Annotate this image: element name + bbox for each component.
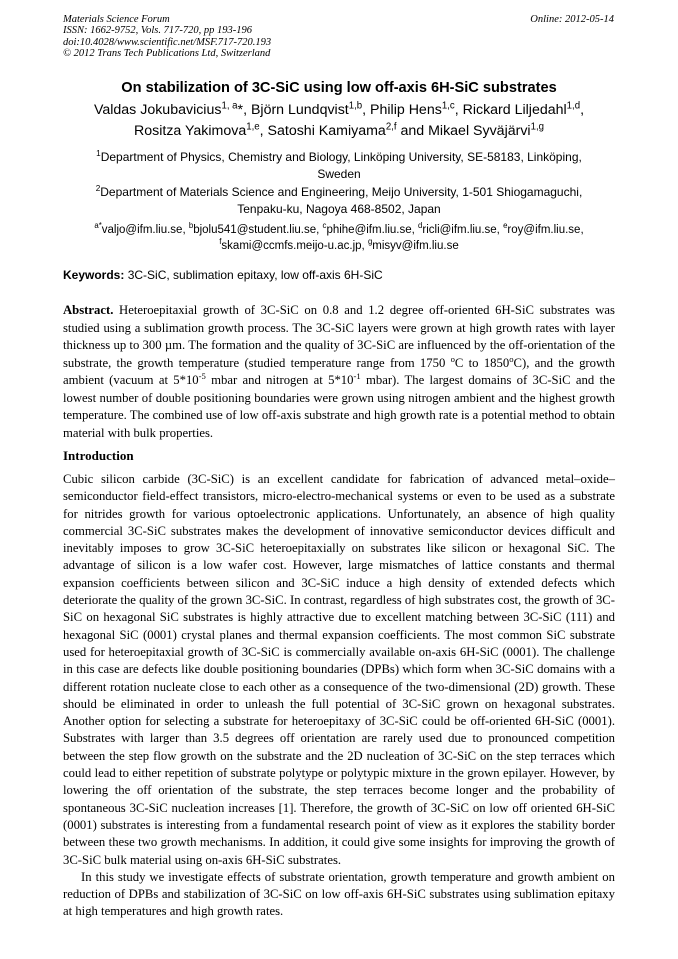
affiliation-text: Tenpaku-ku, Nagoya 468-8502, Japan bbox=[237, 202, 441, 216]
author-separator: , bbox=[259, 123, 268, 139]
author-separator: , bbox=[362, 102, 371, 118]
paragraph: In this study we investigate effects of substrate orientation, growth temperature and growth ambient on reduction of DPBs and stabilization of 3C-SiC on low off-axis 6H-SiC substrates using sublimation epitaxy at high temperatures and high growth rates. bbox=[63, 869, 615, 919]
affiliation-number: 2 bbox=[95, 184, 101, 193]
email-address: skami@ccmfs.meijo-u.ac.jp, bbox=[221, 240, 368, 252]
introduction-body bbox=[63, 471, 615, 921]
doi-line: doi:10.4028/www.scientific.net/MSF.717-720.193 bbox=[63, 36, 272, 48]
author-affiliation-mark: 1,g bbox=[530, 121, 544, 133]
author-affiliation-mark: 1,e bbox=[246, 121, 260, 133]
email-address: roy@ifm.liu.se, bbox=[507, 224, 584, 236]
author-name: Rickard Liljedahl bbox=[462, 102, 567, 118]
author-name: Satoshi Kamiyama bbox=[267, 123, 386, 139]
affiliation-text: Sweden bbox=[317, 167, 361, 181]
abstract bbox=[63, 302, 615, 442]
journal-name: Materials Science Forum bbox=[63, 14, 170, 25]
author-affiliation-mark: 1,b bbox=[348, 100, 363, 112]
email-address: phihe@ifm.liu.se, bbox=[326, 224, 419, 236]
online-date: Online: 2012-05-14 bbox=[530, 14, 614, 25]
abstract-label: Abstract. bbox=[63, 303, 114, 317]
abstract-text: mbar). The largest domains of 3C-SiC and the lowest number of double positioning boundaries were grown using nitrogen ambient and the highest growth temperature. The combined use of low off-axis substrate and high growth rate is a potential method to obtain material with bulk properties. bbox=[63, 373, 615, 440]
author-name: Valdas Jokubavicius bbox=[93, 102, 222, 118]
author-affiliation-mark: 1,c bbox=[441, 100, 455, 112]
author-affiliation-mark: 1, a bbox=[221, 100, 238, 112]
author-affiliation-mark: 2,f bbox=[385, 121, 397, 133]
author-name: Mikael Syväjärvi bbox=[428, 123, 531, 139]
email-mark: e bbox=[503, 221, 508, 231]
email-mark: a* bbox=[94, 221, 102, 231]
email-address: valjo@ifm.liu.se, bbox=[101, 224, 189, 236]
exponent: -5 bbox=[198, 370, 206, 381]
author-separator: , bbox=[580, 102, 585, 118]
abstract-text: C), and the growth ambient (vacuum at 5*10 bbox=[63, 355, 616, 387]
affiliation-text: Department of Materials Science and Engineering, Meijo University, 1-501 Shiogamaguchi, bbox=[100, 185, 583, 199]
exponent: -1 bbox=[353, 370, 361, 381]
author-name: Björn Lundqvist bbox=[250, 102, 349, 118]
author-separator: , bbox=[454, 102, 463, 118]
keywords bbox=[63, 268, 615, 282]
copyright-line: © 2012 Trans Tech Publications Ltd, Switzerland bbox=[63, 47, 271, 59]
email-list bbox=[56, 222, 622, 254]
author-affiliation-mark: 1,d bbox=[566, 100, 581, 112]
affiliation-text: Department of Physics, Chemistry and Biology, Linköping University, SE-58183, Linköping, bbox=[100, 150, 582, 164]
author-list bbox=[56, 100, 622, 142]
email-address: ricli@ifm.liu.se, bbox=[422, 224, 504, 236]
affiliation-2 bbox=[66, 184, 612, 218]
author-separator: *, bbox=[237, 102, 251, 118]
author-separator: and bbox=[396, 123, 429, 139]
email-mark: b bbox=[188, 221, 194, 231]
email-address: misyv@ifm.liu.se bbox=[372, 240, 459, 252]
abstract-text: Heteroepitaxial growth of 3C-SiC on 0.8 and 1.2 degree off-oriented 6H-SiC substrates was studied using a sublimation growth process. The 3C-SiC layers were grown at high growth rates with layer thickness up to 300 µm. The formation and the quality of 3C-SiC are influenced by the off-orientation of the substrate, the growth temperature (studied temperature range from 1750 bbox=[63, 303, 615, 370]
journal-header bbox=[63, 14, 271, 59]
affiliation-number: 1 bbox=[96, 149, 101, 158]
author-name: Rositza Yakimova bbox=[134, 123, 247, 139]
affiliation-1 bbox=[66, 149, 612, 183]
keywords-label: Keywords: bbox=[63, 268, 125, 282]
email-mark: d bbox=[418, 221, 423, 231]
abstract-text: mbar and nitrogen at 5*10 bbox=[205, 373, 354, 387]
degree-mark: o bbox=[450, 353, 455, 364]
keywords-text: 3C-SiC, sublimation epitaxy, low off-axis 6H-SiC bbox=[124, 268, 383, 282]
email-mark: f bbox=[219, 237, 222, 247]
paper-title: On stabilization of 3C-SiC using low off-axis 6H-SiC substrates bbox=[121, 80, 557, 96]
issn-line: ISSN: 1662-9752, Vols. 717-720, pp 193-196 bbox=[63, 25, 252, 37]
email-mark: c bbox=[322, 221, 327, 231]
author-name: Philip Hens bbox=[370, 102, 442, 118]
degree-mark: o bbox=[509, 353, 514, 364]
email-address: bjolu541@student.liu.se, bbox=[193, 224, 323, 236]
section-heading-introduction: Introduction bbox=[63, 448, 134, 463]
abstract-text: C to 1850 bbox=[454, 355, 510, 370]
email-mark: g bbox=[367, 237, 373, 247]
paragraph: Cubic silicon carbide (3C-SiC) is an excellent candidate for fabrication of advanced metal–oxide–semiconductor field-effect transistors, micro-electro-mechanical systems or even to be used as a substrate for nitrides growth for various optoelectronic applications. Unfortunately, an absence of high quality commercial 3C-SiC substrates makes the development of innovative semiconductor devices difficult and inevitably imposes to grow 3C-SiC heteroepitaxially on substrates like silicon or hexagonal SiC. The advantage of silicon is a low wafer cost. However, large mismatches of lattice constants and thermal expansion coefficients between silicon and 3C-SiC induce a high density of extended defects which deteriorate the quality of the grown 3C-SiC. In contrast, regardless of high substrates cost, the growth of 3C-SiC on hexagonal SiC substrates is highly attractive due to excellent matching between 3C-SiC (111) and hexagonal SiC (0001) crystal planes and thermal expansion coefficients. The most common SiC substrate used for heteroepitaxial growth of 3C-SiC is commercially available on-axis 6H-SiC (0001). The challenge in this case are defects like double positioning boundaries (DPBs) which form when 3C-SiC domains with a different rotation nucleate close to each other as a consequence of the two-dimensional (2D) growth. These should be eliminated in order to unleash the full potential of 3C-SiC grown on hexagonal substrates. Another option for selecting a substrate for heteroepitaxy of 3C-SiC could be off-oriented 6H-SiC (0001). Substrates with larger than 3.5 degrees off orientation are rarely used due to pronounced competition between the step flow growth on the substrate and the 2D nucleation of 3C-SiC on the step terraces which could lead to either repetition of substrate polytype or polytypic mixture in the grown epilayer. However, by lowering the off orientation of the substrate, the step terraces become longer and the probability of spontaneous 3C-SiC nucleation increases [1]. Therefore, the growth of 3C-SiC on low off oriented 6H-SiC (0001) substrates is interesting from a fundamental research point of view as it explores the stability border between these two growth mechanisms. In addition, it could give some insights for improving the growth of 3C-SiC bulk material using on-axis 6H-SiC substrates. bbox=[63, 472, 615, 867]
